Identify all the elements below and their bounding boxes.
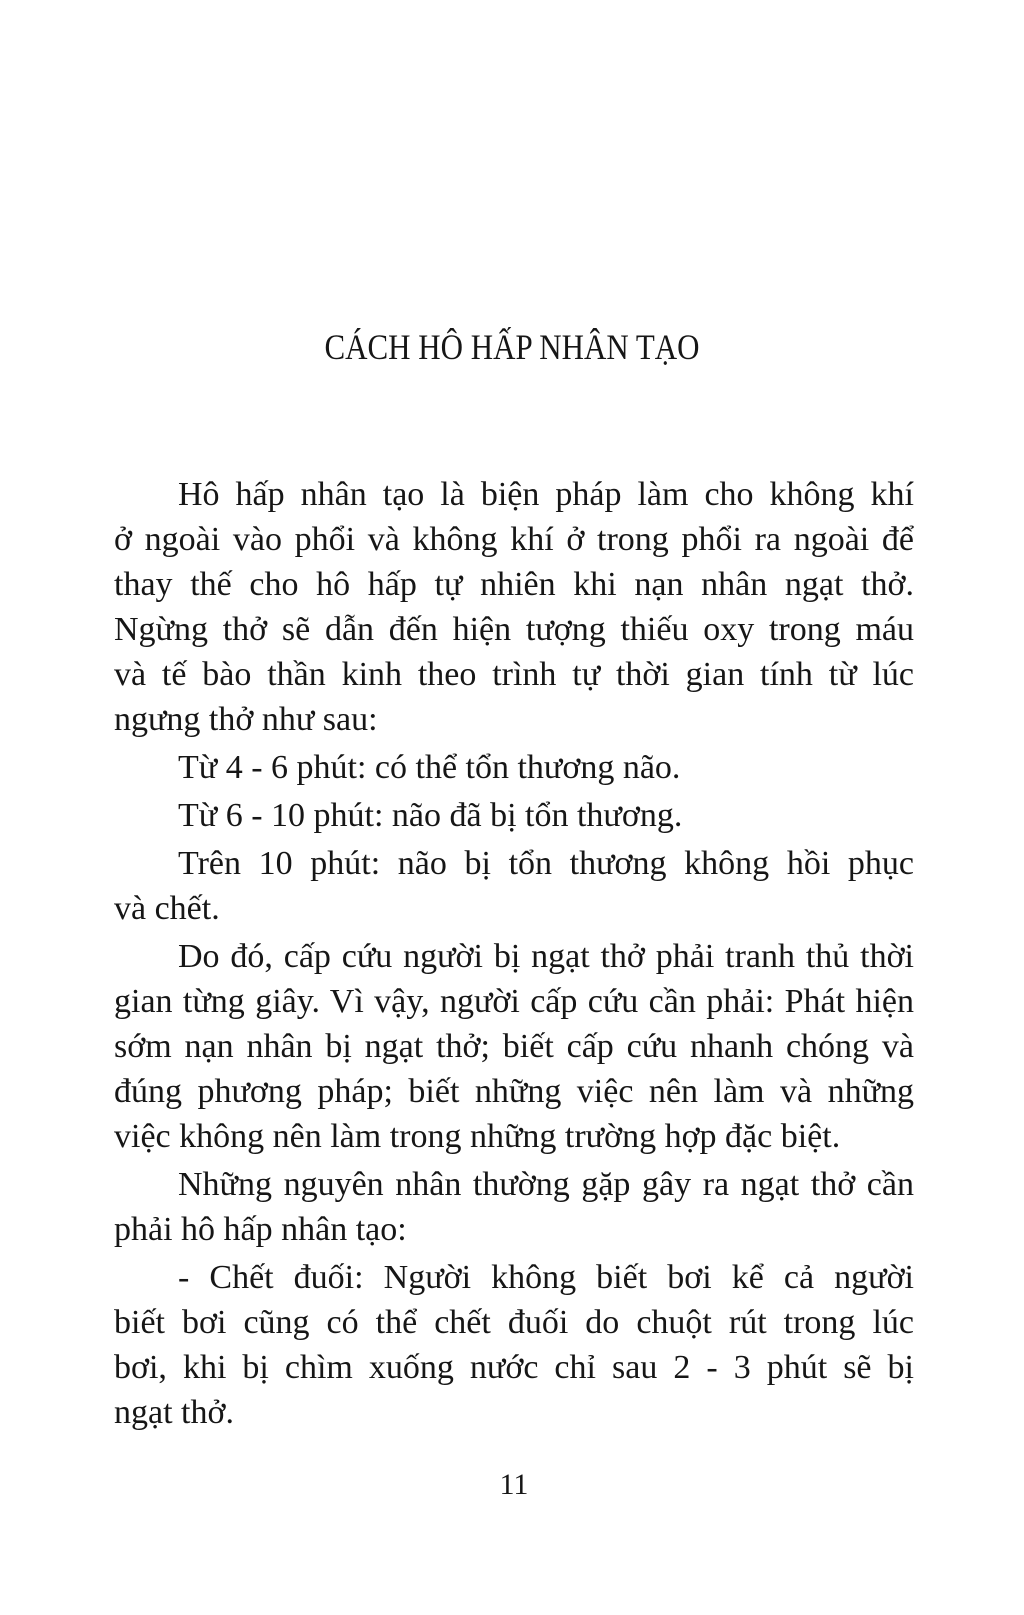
text-line: Trên 10 phút: não bị tổn thương không hồi phục	[178, 845, 914, 882]
text-line: Hô hấp nhân tạo là biện pháp làm cho không khí	[178, 476, 914, 513]
chapter-title-text: CÁCH HÔ HẤP NHÂN TẠO	[324, 327, 700, 367]
list-item-6-10-minutes	[114, 793, 914, 838]
text-line: Những nguyên nhân thường gặp gây ra ngạt thở cần	[178, 1166, 914, 1203]
text-line: việc không nên làm trong những trường hợp đặc biệt.	[114, 1118, 841, 1155]
chapter-title	[0, 325, 1024, 377]
list-item-over-10-minutes	[114, 841, 914, 931]
text-line: biết bơi cũng có thể chết đuối do chuột rút trong lúc	[114, 1304, 914, 1341]
text-line: thay thế cho hô hấp tự nhiên khi nạn nhân ngạt thở.	[114, 566, 914, 603]
text-line: Do đó, cấp cứu người bị ngạt thở phải tranh thủ thời	[178, 938, 914, 975]
text-line: ở ngoài vào phổi và không khí ở trong phổi ra ngoài để	[114, 521, 914, 558]
text-line: ngưng thở như sau:	[114, 701, 378, 738]
text-line: Từ 4 - 6 phút: có thể tổn thương não.	[178, 749, 681, 786]
text-line: và tế bào thần kinh theo trình tự thời gian tính từ lúc	[114, 656, 914, 693]
paragraph-urgency	[114, 934, 914, 1159]
text-line: gian từng giây. Vì vậy, người cấp cứu cần phải: Phát hiện	[114, 983, 914, 1020]
page-number: 11	[499, 1468, 529, 1501]
paragraph-intro	[114, 472, 914, 742]
page-footer	[114, 1465, 914, 1505]
text-line: sớm nạn nhân bị ngạt thở; biết cấp cứu nhanh chóng và	[114, 1028, 914, 1065]
list-item-4-6-minutes	[114, 745, 914, 790]
text-line: đúng phương pháp; biết những việc nên làm và những	[114, 1073, 914, 1110]
text-line: ngạt thở.	[114, 1394, 234, 1431]
paragraph-drowning	[114, 1255, 914, 1435]
text-line: Ngừng thở sẽ dẫn đến hiện tượng thiếu oxy trong máu	[114, 611, 914, 648]
text-line: bơi, khi bị chìm xuống nước chỉ sau 2 - 3 phút sẽ bị	[114, 1349, 914, 1386]
text-line: phải hô hấp nhân tạo:	[114, 1211, 407, 1248]
text-line: và chết.	[114, 890, 220, 927]
text-line: - Chết đuối: Người không biết bơi kể cả người	[178, 1259, 914, 1296]
text-line: Từ 6 - 10 phút: não đã bị tổn thương.	[178, 797, 683, 834]
page-body	[114, 472, 914, 1435]
paragraph-causes-intro	[114, 1162, 914, 1252]
